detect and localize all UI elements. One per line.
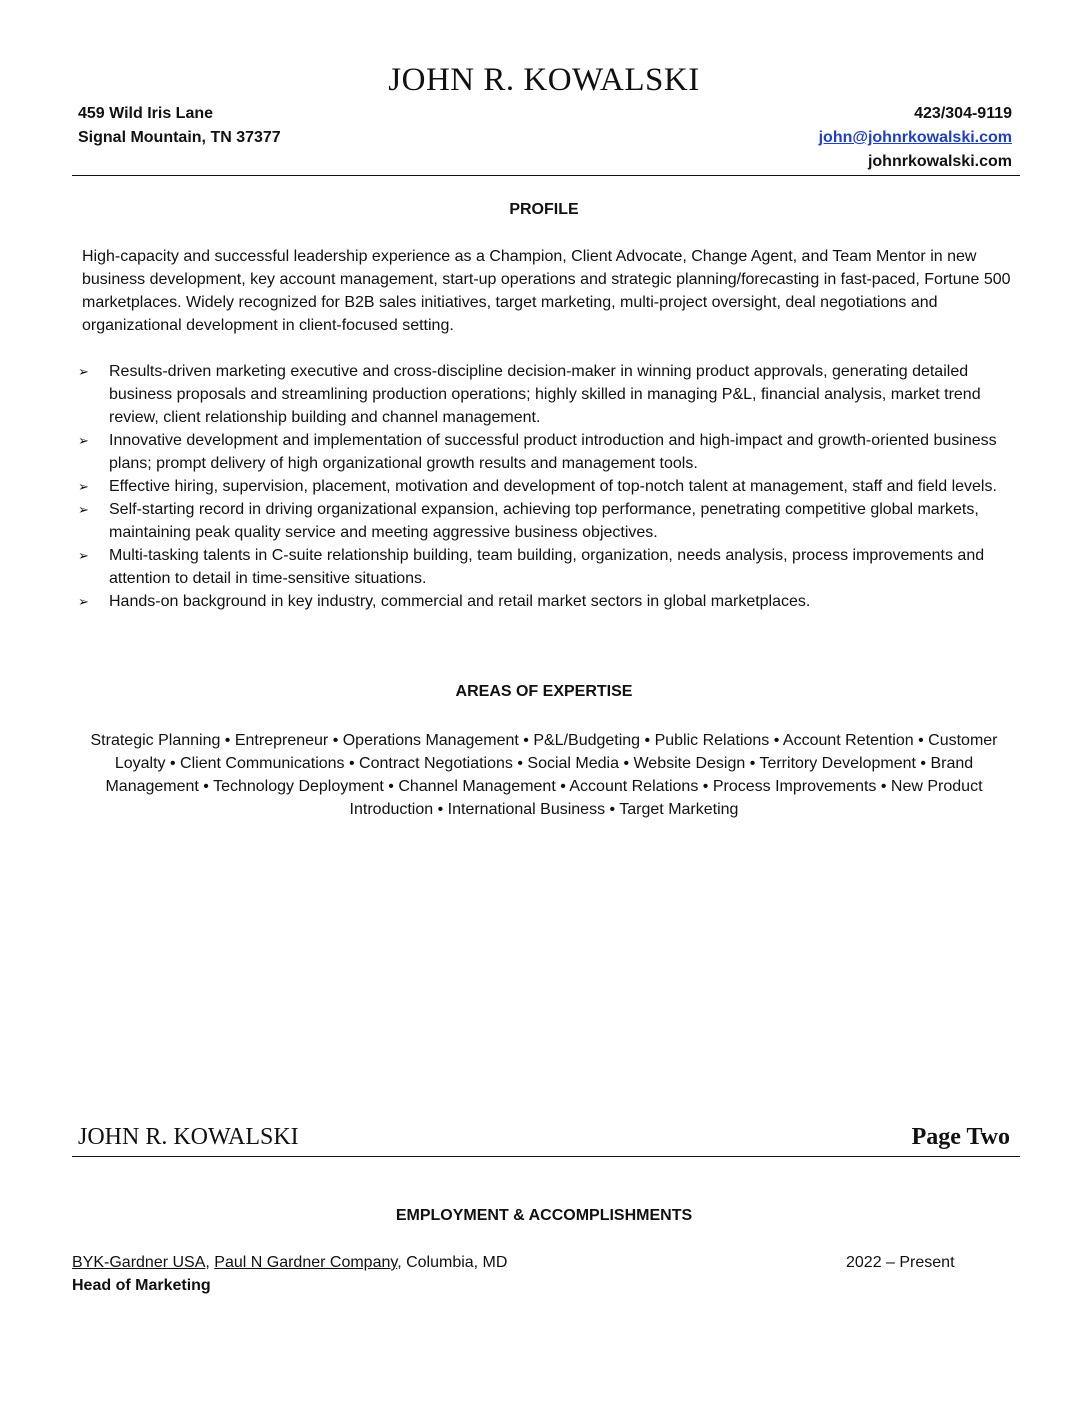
resume-name: JOHN R. KOWALSKI [388,62,700,98]
parent-company-name: Paul N Gardner Company [214,1254,398,1271]
profile-bullets [78,360,1018,613]
arrow-bullet-icon: ➢ [78,479,89,494]
profile-heading: PROFILE [509,201,579,218]
arrow-bullet-icon: ➢ [78,364,89,379]
job-title: Head of Marketing [72,1277,211,1294]
address-block [78,102,281,150]
website: johnrkowalski.com [867,153,1012,170]
employment-heading: EMPLOYMENT & ACCOMPLISHMENTS [395,1207,693,1224]
list-item: ➢ Effective hiring, supervision, placement, motivation and development of top-notch talent at management, staff and field levels. [78,475,1018,498]
list-item: ➢ Innovative development and implementation of successful product introduction and high-impact and growth-oriented business plans; prompt delivery of high organizational growth results and management tools. [78,429,1018,475]
arrow-bullet-icon: ➢ [78,433,89,448]
arrow-bullet-icon: ➢ [78,502,89,517]
list-item: ➢ Multi-tasking talents in C-suite relationship building, team building, organization, needs analysis, process improvements and attention to detail in time-sensitive situations. [78,544,1018,590]
arrow-bullet-icon: ➢ [78,548,89,563]
arrow-bullet-icon: ➢ [78,594,89,609]
list-item: ➢ Self-starting record in driving organizational expansion, achieving top performance, penetrating competitive global markets, maintaining peak quality service and meeting aggressive business objectives. [78,498,1018,544]
header-divider [72,175,1020,176]
expertise-list: Strategic Planning • Entrepreneur • Operations Management • P&L/Budgeting • Public Relations • Account Retention • Customer Loyalty • Client Communications • Contract Negotiations • Social Media • Website Design • Territory Development • Brand Management • Technology Deployment • Channel Management • Account Relations • Process Improvements • New Product Introduction • International Business • Target Marketing [90,732,998,818]
phone-number: 423/304-9119 [914,105,1012,122]
job-dates: 2022 – Present [846,1254,955,1271]
profile-paragraph: High-capacity and successful leadership experience as a Champion, Client Advocate, Change Agent, and Team Mentor in new business development, key account management, start-up operations and strategic planning/forecasting in fast-paced, Fortune 500 marketplaces. Widely recognized for B2B sales initiatives, target marketing, multi-project oversight, deal negotiations and organizational development in client-focused setting. [82,248,1011,334]
contact-block [819,102,1012,174]
email-link[interactable]: john@johnrkowalski.com [818,129,1012,146]
job-company-line: BYK-Gardner USA, Paul N Gardner Company, Columbia, MD [72,1254,508,1271]
page-two-divider [72,1156,1020,1157]
job-location: , Columbia, MD [397,1254,508,1271]
company-name: BYK-Gardner USA [72,1254,206,1271]
address-city: Signal Mountain, TN 37377 [78,129,281,146]
expertise-heading: AREAS OF EXPERTISE [455,683,633,700]
list-item: ➢ Hands-on background in key industry, commercial and retail market sectors in global marketplaces. [78,590,1018,613]
page-two-name: JOHN R. KOWALSKI [78,1124,299,1150]
list-item: ➢ Results-driven marketing executive and cross-discipline decision-maker in winning product approvals, generating detailed business proposals and streamlining production operations; highly skilled in managing P&L, financial analysis, market trend review, client relationship building and channel management. [78,360,1018,429]
page-label: Page Two [911,1124,1010,1150]
address-street: 459 Wild Iris Lane [78,105,214,122]
